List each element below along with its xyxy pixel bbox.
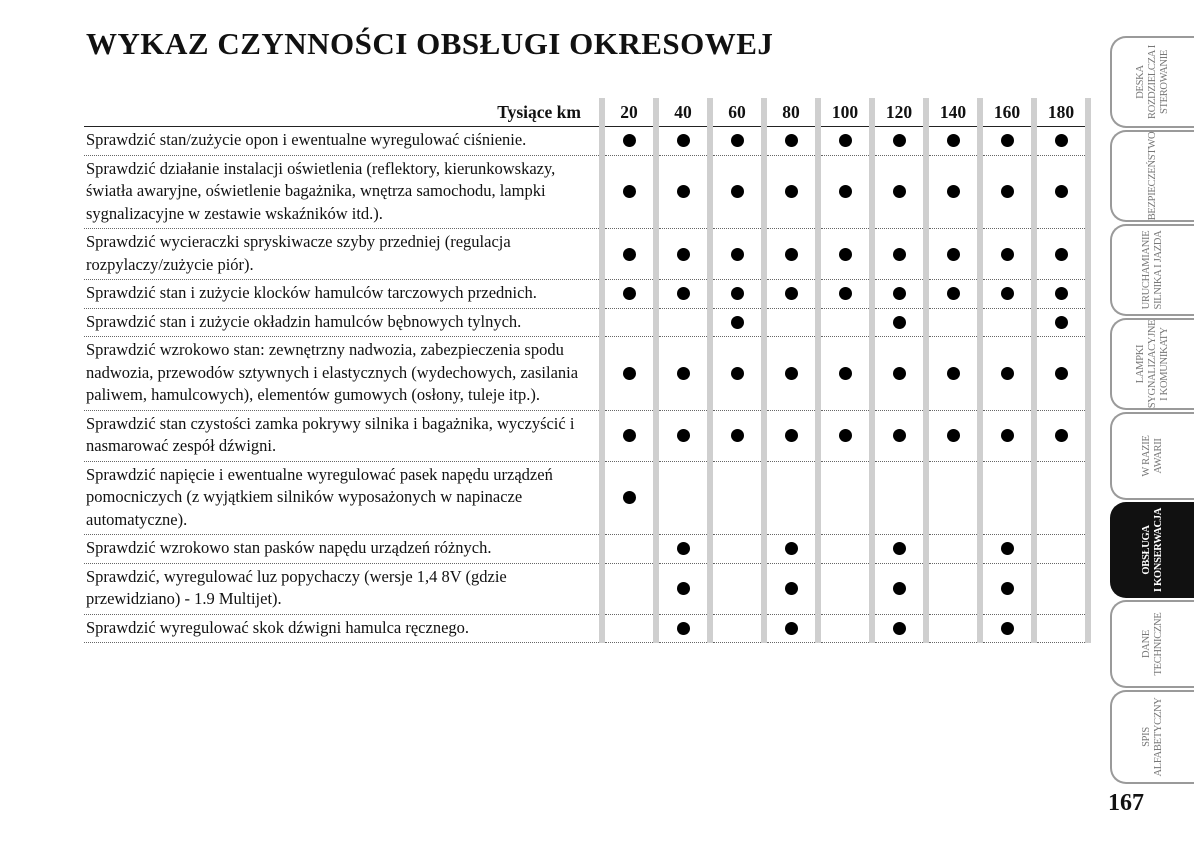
table-header-row [84, 98, 1088, 127]
schedule-cell [872, 229, 926, 280]
schedule-cell [1034, 337, 1088, 411]
schedule-cell [980, 280, 1034, 309]
bullet-icon [677, 248, 690, 261]
schedule-cell [656, 410, 710, 461]
bullet-icon [1055, 429, 1068, 442]
schedule-cell [926, 410, 980, 461]
chapter-tab-label: SPIS ALFABETYCZNY [1141, 697, 1164, 777]
bullet-icon [731, 367, 744, 380]
table-row [84, 535, 1088, 564]
schedule-cell [656, 563, 710, 614]
bullet-icon [785, 248, 798, 261]
bullet-icon [1055, 287, 1068, 300]
bullet-icon [947, 134, 960, 147]
bullet-icon [677, 287, 690, 300]
schedule-cell [980, 229, 1034, 280]
schedule-cell [818, 535, 872, 564]
chapter-tab-label: DESKA ROZDZIELCZA I STEROWANIE [1135, 45, 1170, 119]
bullet-icon [1001, 287, 1014, 300]
schedule-cell [710, 563, 764, 614]
schedule-cell [710, 229, 764, 280]
bullet-icon [1001, 582, 1014, 595]
schedule-cell [926, 155, 980, 229]
schedule-cell [872, 308, 926, 337]
task-description: Sprawdzić stan czystości zamka pokrywy silnika i bagażnika, wyczyścić i nasmarować zespół dźwigni. [84, 410, 602, 461]
schedule-cell [764, 535, 818, 564]
schedule-cell [710, 535, 764, 564]
schedule-cell [602, 410, 656, 461]
bullet-icon [677, 622, 690, 635]
bullet-icon [1001, 185, 1014, 198]
schedule-cell [764, 461, 818, 535]
bullet-icon [623, 367, 636, 380]
chapter-tab[interactable] [1110, 224, 1194, 316]
bullet-icon [677, 582, 690, 595]
bullet-icon [1055, 185, 1068, 198]
bullet-icon [893, 429, 906, 442]
schedule-cell [656, 229, 710, 280]
schedule-cell [602, 308, 656, 337]
bullet-icon [1001, 622, 1014, 635]
schedule-cell [980, 563, 1034, 614]
schedule-cell [1034, 410, 1088, 461]
schedule-cell [926, 563, 980, 614]
schedule-cell [926, 280, 980, 309]
bullet-icon [893, 185, 906, 198]
bullet-icon [839, 134, 852, 147]
schedule-cell [764, 563, 818, 614]
schedule-cell [656, 535, 710, 564]
schedule-cell [872, 535, 926, 564]
schedule-cell [764, 410, 818, 461]
bullet-icon [947, 287, 960, 300]
bullet-icon [785, 185, 798, 198]
chapter-tab-label: LAMPKI SYGNALIZACYJNE I KOMUNIKATY [1135, 319, 1170, 409]
schedule-cell [980, 614, 1034, 643]
bullet-icon [893, 134, 906, 147]
page-title: WYKAZ CZYNNOŚCI OBSŁUGI OKRESOWEJ [86, 26, 774, 61]
schedule-cell [602, 280, 656, 309]
schedule-cell [980, 535, 1034, 564]
bullet-icon [1001, 542, 1014, 555]
schedule-cell [818, 614, 872, 643]
chapter-tab[interactable] [1110, 130, 1194, 222]
task-description: Sprawdzić wzrokowo stan pasków napędu urządzeń różnych. [84, 535, 602, 564]
bullet-icon [785, 134, 798, 147]
table-row [84, 563, 1088, 614]
bullet-icon [623, 429, 636, 442]
schedule-cell [1034, 614, 1088, 643]
schedule-cell [602, 461, 656, 535]
schedule-cell [872, 280, 926, 309]
bullet-icon [623, 185, 636, 198]
table-body [84, 127, 1088, 643]
schedule-cell [710, 155, 764, 229]
schedule-cell [764, 614, 818, 643]
bullet-icon [623, 134, 636, 147]
schedule-cell [818, 337, 872, 411]
bullet-icon [623, 248, 636, 261]
bullet-icon [839, 185, 852, 198]
chapter-tab-label: W RAZIE AWARII [1141, 435, 1164, 477]
maintenance-schedule-table [84, 98, 1091, 643]
schedule-cell [980, 337, 1034, 411]
table-row [84, 280, 1088, 309]
schedule-cell [656, 337, 710, 411]
bullet-icon [731, 248, 744, 261]
schedule-cell [656, 155, 710, 229]
schedule-cell [710, 127, 764, 156]
bullet-icon [947, 248, 960, 261]
km-column-header: 120 [872, 98, 926, 127]
chapter-tab-label: BEZPIECZEŃSTWO [1147, 131, 1158, 221]
task-description: Sprawdzić stan/zużycie opon i ewentualne wyregulować ciśnienie. [84, 127, 602, 156]
schedule-cell [656, 614, 710, 643]
schedule-cell [710, 280, 764, 309]
chapter-tab[interactable] [1110, 502, 1194, 598]
schedule-cell [980, 461, 1034, 535]
schedule-cell [764, 308, 818, 337]
table-row [84, 410, 1088, 461]
bullet-icon [1055, 248, 1068, 261]
task-description: Sprawdzić, wyregulować luz popychaczy (wersje 1,4 8V (gdzie przewidziano) - 1.9 Multijet). [84, 563, 602, 614]
task-description: Sprawdzić stan i zużycie okładzin hamulców bębnowych tylnych. [84, 308, 602, 337]
schedule-cell [818, 563, 872, 614]
bullet-icon [1001, 429, 1014, 442]
km-column-header: 140 [926, 98, 980, 127]
schedule-cell [1034, 461, 1088, 535]
schedule-cell [764, 337, 818, 411]
bullet-icon [623, 491, 636, 504]
table-row [84, 337, 1088, 411]
task-description: Sprawdzić stan i zużycie klocków hamulców tarczowych przednich. [84, 280, 602, 309]
schedule-cell [926, 461, 980, 535]
bullet-icon [1055, 367, 1068, 380]
chapter-tab-label: URUCHAMIANIE SILNIKA I JAZDA [1141, 230, 1164, 310]
bullet-icon [785, 542, 798, 555]
bullet-icon [731, 134, 744, 147]
table-row [84, 127, 1088, 156]
bullet-icon [1055, 134, 1068, 147]
task-description: Sprawdzić wycieraczki spryskiwacze szyby przedniej (regulacja rozpylaczy/zużycie piór). [84, 229, 602, 280]
task-description: Sprawdzić napięcie i ewentualne wyregulować pasek napędu urządzeń pomocniczych (z wyjątkiem silników wyposażonych w napinacze automatyczne). [84, 461, 602, 535]
schedule-cell [656, 308, 710, 337]
bullet-icon [893, 248, 906, 261]
bullet-icon [893, 287, 906, 300]
bullet-icon [785, 287, 798, 300]
schedule-cell [1034, 155, 1088, 229]
bullet-icon [947, 367, 960, 380]
schedule-cell [818, 410, 872, 461]
schedule-cell [926, 127, 980, 156]
schedule-cell [710, 614, 764, 643]
schedule-cell [602, 614, 656, 643]
table-row [84, 155, 1088, 229]
bullet-icon [839, 367, 852, 380]
schedule-cell [1034, 535, 1088, 564]
bullet-icon [893, 542, 906, 555]
bullet-icon [677, 542, 690, 555]
chapter-tab[interactable] [1110, 412, 1194, 500]
schedule-cell [1034, 308, 1088, 337]
table-row [84, 229, 1088, 280]
bullet-icon [1001, 134, 1014, 147]
bullet-icon [947, 429, 960, 442]
bullet-icon [731, 429, 744, 442]
chapter-tabs [1110, 36, 1200, 784]
schedule-cell [710, 337, 764, 411]
bullet-icon [677, 367, 690, 380]
task-description: Sprawdzić działanie instalacji oświetlenia (reflektory, kierunkowskazy, światła awaryjne, oświetlenie bagażnika, wnętrza samochodu, lampki sygnalizacyjne w zestawie wskaźników itd.). [84, 155, 602, 229]
table-row [84, 308, 1088, 337]
bullet-icon [731, 316, 744, 329]
schedule-cell [980, 155, 1034, 229]
bullet-icon [947, 185, 960, 198]
schedule-cell [872, 127, 926, 156]
schedule-cell [980, 308, 1034, 337]
km-column-header: 40 [656, 98, 710, 127]
bullet-icon [1001, 248, 1014, 261]
schedule-cell [1034, 563, 1088, 614]
task-description: Sprawdzić wzrokowo stan: zewnętrzny nadwozia, zabezpieczenia spodu nadwozia, przewodów sztywnych i elastycznych (wydechowych, zasilania paliwem, hamulcowych), elementów gumowych (osłony, tuleje itp.). [84, 337, 602, 411]
km-column-header: 60 [710, 98, 764, 127]
schedule-cell [818, 308, 872, 337]
table-row [84, 614, 1088, 643]
schedule-cell [656, 127, 710, 156]
bullet-icon [1001, 367, 1014, 380]
bullet-icon [893, 582, 906, 595]
schedule-cell [710, 461, 764, 535]
km-header-label: Tysiące km [84, 98, 602, 127]
chapter-tab[interactable] [1110, 36, 1194, 128]
schedule-cell [818, 229, 872, 280]
schedule-cell [710, 308, 764, 337]
bullet-icon [731, 287, 744, 300]
chapter-tab-label: OBSŁUGA I KONSERWACJA [1141, 507, 1164, 593]
schedule-cell [818, 155, 872, 229]
schedule-cell [818, 280, 872, 309]
bullet-icon [1055, 316, 1068, 329]
schedule-cell [980, 127, 1034, 156]
bullet-icon [893, 316, 906, 329]
bullet-icon [785, 582, 798, 595]
bullet-icon [623, 287, 636, 300]
bullet-icon [731, 185, 744, 198]
table-row [84, 461, 1088, 535]
schedule-cell [602, 337, 656, 411]
km-column-header: 20 [602, 98, 656, 127]
schedule-cell [926, 308, 980, 337]
schedule-cell [926, 337, 980, 411]
schedule-cell [764, 127, 818, 156]
schedule-cell [872, 461, 926, 535]
schedule-cell [980, 410, 1034, 461]
chapter-tab[interactable] [1110, 600, 1194, 688]
schedule-cell [926, 535, 980, 564]
km-column-header: 180 [1034, 98, 1088, 127]
schedule-cell [602, 535, 656, 564]
chapter-tab-label: DANE TECHNICZNE [1141, 612, 1164, 676]
km-column-header: 160 [980, 98, 1034, 127]
schedule-cell [602, 155, 656, 229]
schedule-cell [656, 280, 710, 309]
schedule-cell [1034, 280, 1088, 309]
schedule-cell [926, 614, 980, 643]
km-column-header: 100 [818, 98, 872, 127]
schedule-cell [656, 461, 710, 535]
schedule-cell [926, 229, 980, 280]
task-description: Sprawdzić wyregulować skok dźwigni hamulca ręcznego. [84, 614, 602, 643]
schedule-cell [764, 155, 818, 229]
bullet-icon [785, 367, 798, 380]
bullet-icon [785, 429, 798, 442]
bullet-icon [893, 622, 906, 635]
schedule-cell [602, 229, 656, 280]
schedule-cell [818, 461, 872, 535]
schedule-cell [764, 229, 818, 280]
bullet-icon [677, 429, 690, 442]
schedule-cell [1034, 127, 1088, 156]
schedule-cell [602, 127, 656, 156]
schedule-cell [1034, 229, 1088, 280]
schedule-cell [872, 155, 926, 229]
bullet-icon [677, 185, 690, 198]
bullet-icon [677, 134, 690, 147]
schedule-cell [872, 563, 926, 614]
bullet-icon [893, 367, 906, 380]
schedule-cell [602, 563, 656, 614]
bullet-icon [839, 429, 852, 442]
schedule-cell [764, 280, 818, 309]
bullet-icon [839, 248, 852, 261]
schedule-cell [872, 410, 926, 461]
chapter-tab[interactable] [1110, 318, 1194, 410]
bullet-icon [839, 287, 852, 300]
page-number: 167 [1108, 790, 1144, 816]
schedule-cell [872, 614, 926, 643]
schedule-cell [818, 127, 872, 156]
schedule-cell [872, 337, 926, 411]
chapter-tab[interactable] [1110, 690, 1194, 784]
km-column-header: 80 [764, 98, 818, 127]
schedule-cell [710, 410, 764, 461]
bullet-icon [785, 622, 798, 635]
